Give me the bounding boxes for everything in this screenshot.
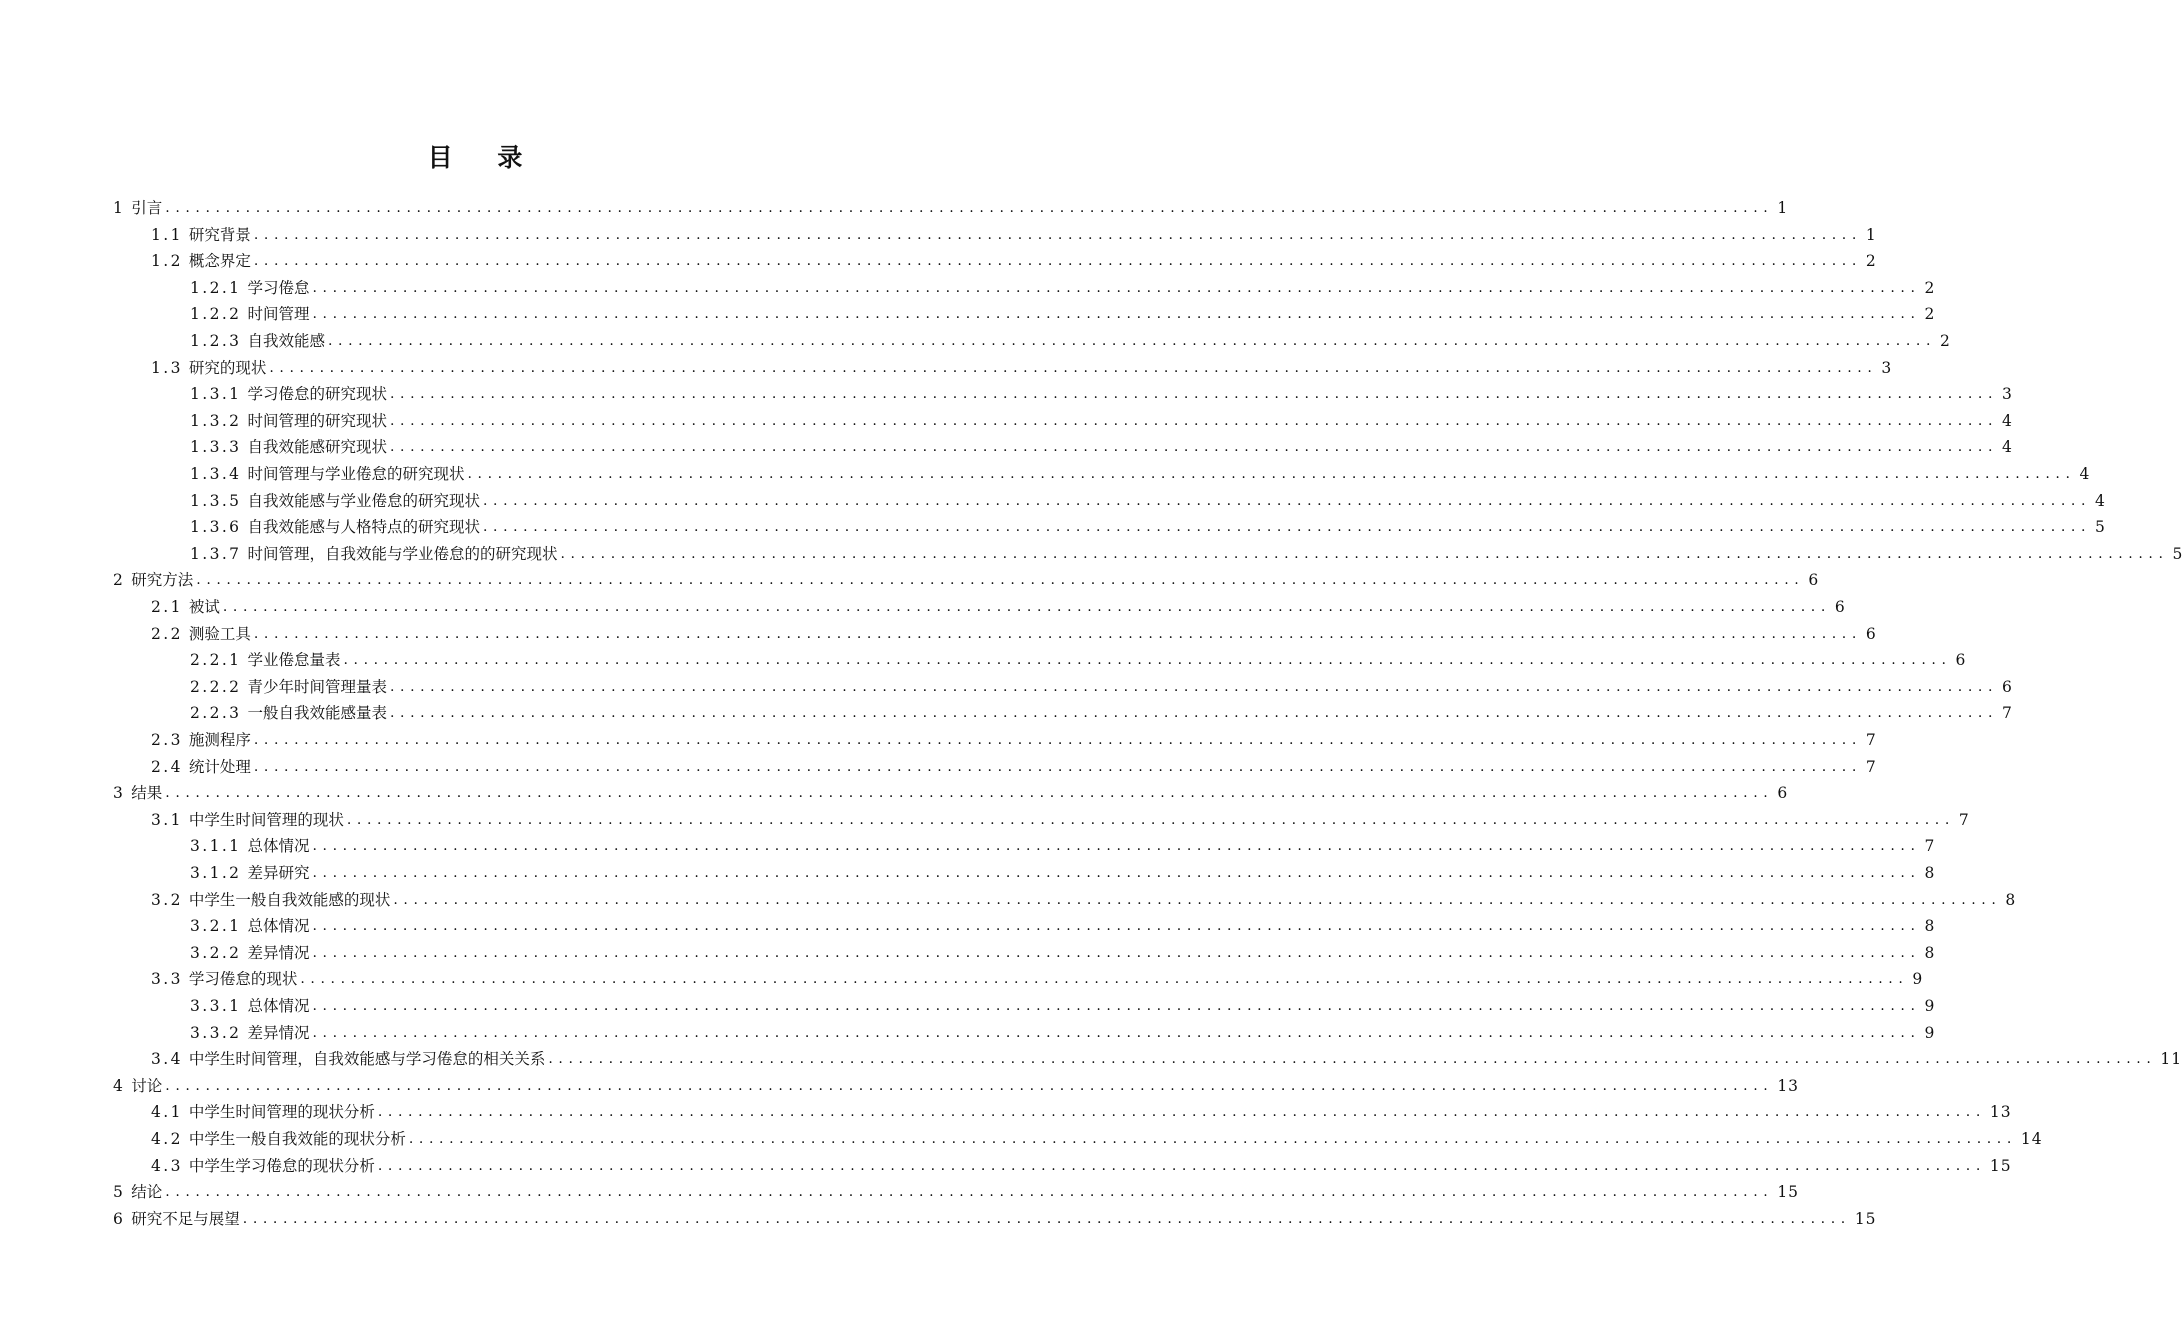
toc-page-number: 2: [1924, 305, 1936, 324]
toc-page-number: 2: [1940, 332, 1951, 350]
toc-entry[interactable]: [190, 381, 2013, 408]
toc-dot-leader: ................................................................................................................................................................: [327, 333, 1936, 349]
toc-entry-number: 1.3.5: [190, 491, 242, 510]
toc-entry-number: 4.3: [151, 1156, 183, 1175]
toc-entry[interactable]: [190, 913, 1936, 940]
toc-entry[interactable]: [151, 621, 1877, 648]
toc-entry[interactable]: [113, 780, 1789, 807]
toc-entry-number: 2.2: [151, 624, 183, 643]
toc-dot-leader: ................................................................................................................................................................: [165, 1184, 1774, 1201]
toc-entry[interactable]: [113, 1073, 1800, 1100]
toc-entry-title: 时间管理的研究现状: [247, 411, 387, 430]
toc-entry[interactable]: [151, 1099, 2012, 1126]
toc-dot-leader: ................................................................................................................................................................: [389, 412, 1998, 429]
toc-page-number: 9: [1924, 1023, 1936, 1042]
toc-page-number: 13: [1777, 1076, 1800, 1095]
toc-page-number: 13: [1989, 1103, 2012, 1122]
toc-entry[interactable]: [190, 1020, 1936, 1047]
toc-entry-number: 3.2.1: [190, 917, 242, 936]
toc-dot-leader: ................................................................................................................................................................: [467, 466, 2076, 482]
toc-entry-number: 1.3.2: [190, 411, 242, 430]
toc-entry[interactable]: [113, 1206, 1877, 1233]
toc-entry-title: 总体情况: [247, 837, 310, 856]
toc-page-number: 7: [2002, 704, 2013, 723]
toc-dot-leader: ................................................................................................................................................................: [312, 1024, 1921, 1041]
toc-dot-leader: ................................................................................................................................................................: [346, 811, 1955, 828]
toc-entry-title: 自我效能感与人格特点的研究现状: [247, 518, 480, 537]
toc-entry-number: 1.2: [151, 252, 183, 271]
toc-dot-leader: ................................................................................................................................................................: [312, 838, 1921, 855]
page-title: 目 录: [427, 143, 541, 172]
toc-dot-leader: ................................................................................................................................................................: [165, 1077, 1774, 1094]
toc-page-number: 14: [2020, 1130, 2043, 1148]
toc-entry[interactable]: [151, 754, 1877, 781]
toc-dot-leader: ................................................................................................................................................................: [312, 279, 1921, 296]
toc-page-number: 2: [1924, 278, 1936, 297]
toc-entry[interactable]: [190, 674, 2013, 701]
toc-entry-number: 1.1: [151, 225, 183, 244]
toc-entry-number: 1.2.1: [190, 278, 242, 297]
toc-entry[interactable]: [151, 594, 1846, 621]
toc-dot-leader: ................................................................................................................................................................: [312, 998, 1921, 1014]
toc-dot-leader: ................................................................................................................................................................: [312, 944, 1921, 961]
toc-entry[interactable]: [151, 727, 1877, 754]
toc-entry[interactable]: [190, 541, 2183, 568]
toc-dot-leader: ................................................................................................................................................................: [253, 253, 1862, 270]
toc-entry[interactable]: [151, 966, 1924, 993]
toc-dot-leader: ................................................................................................................................................................: [548, 1051, 2157, 1068]
toc-page-number: 15: [1777, 1183, 1800, 1202]
toc-page-number: 5: [2172, 544, 2183, 563]
toc-dot-leader: ................................................................................................................................................................: [343, 652, 1952, 669]
toc-dot-leader: ................................................................................................................................................................: [253, 226, 1862, 243]
toc-entry[interactable]: [151, 222, 1877, 249]
toc-page-number: 8: [1924, 917, 1936, 936]
toc-entry-title: 中学生时间管理的现状: [188, 810, 344, 829]
toc-entry-number: 3.3.1: [190, 997, 242, 1015]
toc-dot-leader: ................................................................................................................................................................: [377, 1104, 1986, 1121]
toc-entry-number: 2.2.1: [190, 651, 242, 670]
toc-dot-leader: ................................................................................................................................................................: [389, 439, 1998, 456]
toc-dot-leader: ................................................................................................................................................................: [389, 386, 1998, 403]
toc-entry-number: 4.2: [151, 1130, 183, 1148]
toc-entry-title: 差异研究: [247, 864, 310, 882]
toc-page-number: 6: [1808, 571, 1820, 590]
toc-page-number: 1: [1777, 199, 1789, 217]
toc-entry-title: 差异情况: [247, 943, 310, 962]
toc-entry[interactable]: [190, 461, 2091, 488]
toc-page-number: 6: [1834, 598, 1846, 616]
toc-entry-title: 中学生学习倦怠的现状分析: [188, 1156, 375, 1175]
toc-entry-title: 概念界定: [188, 252, 251, 271]
toc-entry-title: 自我效能感研究现状: [247, 438, 387, 457]
toc-dot-leader: ................................................................................................................................................................: [393, 891, 2002, 908]
toc-page-number: 8: [1924, 864, 1936, 882]
toc-entry[interactable]: [190, 275, 1936, 302]
toc-entry[interactable]: [113, 195, 1789, 222]
toc-entry-number: 4.1: [151, 1103, 183, 1122]
toc-entry-number: 1.2.2: [190, 305, 242, 324]
toc-entry-number: 2.3: [151, 731, 183, 749]
toc-entry-number: 3.1.2: [190, 864, 242, 882]
toc-dot-leader: ................................................................................................................................................................: [312, 306, 1921, 323]
toc-page-number: 3: [1881, 358, 1893, 377]
toc-entry-title: 学习倦怠: [247, 278, 310, 297]
toc-entry-number: 3.1: [151, 810, 183, 829]
toc-entry-title: 被试: [188, 598, 220, 616]
toc-page-number: 4: [2002, 438, 2013, 457]
toc-page-number: 3: [2002, 385, 2013, 404]
toc-entry-title: 时间管理: [247, 305, 310, 324]
toc-entry-title: 统计处理: [188, 757, 251, 776]
toc-entry[interactable]: [151, 248, 1877, 275]
toc-entry-title: 测验工具: [188, 624, 251, 643]
toc-entry-number: 3.4: [151, 1050, 183, 1069]
toc-entry-number: 3: [113, 784, 126, 803]
toc-entry-title: 研究背景: [188, 225, 251, 244]
toc-entry-title: 学习倦怠的现状: [188, 970, 298, 989]
toc-entry-title: 研究的现状: [188, 358, 267, 377]
toc-entry-title: 青少年时间管理量表: [247, 677, 387, 696]
toc-dot-leader: ................................................................................................................................................................: [312, 918, 1921, 935]
toc-dot-leader: ................................................................................................................................................................: [482, 519, 2091, 536]
toc-page-number: 5: [2095, 518, 2106, 537]
toc-page-number: 6: [2002, 677, 2013, 696]
toc-page-number: 6: [1777, 784, 1789, 803]
toc-page-number: 11: [2160, 1050, 2183, 1069]
toc-entry-title: 施测程序: [188, 731, 251, 749]
toc-entry-number: 1.3.4: [190, 465, 242, 483]
toc-entry[interactable]: [190, 328, 1951, 355]
toc-dot-leader: ................................................................................................................................................................: [222, 599, 1831, 615]
toc-entry-number: 1.3.1: [190, 385, 242, 404]
toc-entry[interactable]: [190, 408, 2013, 435]
toc-entry-number: 2.1: [151, 598, 183, 616]
toc-dot-leader: ................................................................................................................................................................: [389, 705, 1998, 722]
toc-entry[interactable]: [113, 567, 1820, 594]
toc-page-number: 7: [1958, 810, 1970, 829]
toc-page-number: 4: [2002, 411, 2013, 430]
toc-entry-number: 1.3: [151, 358, 183, 377]
toc-entry-number: 3.3.2: [190, 1023, 242, 1042]
toc-page-number: 7: [1865, 731, 1877, 749]
toc-page-number: 6: [1955, 651, 1967, 670]
toc-entry-number: 2.2.2: [190, 677, 242, 696]
toc-entry[interactable]: [151, 1126, 2043, 1153]
toc-entry[interactable]: [190, 647, 1967, 674]
toc-entry[interactable]: [190, 700, 2013, 727]
toc-entry-number: 1.2.3: [190, 332, 242, 350]
toc-entry-title: 结果: [131, 784, 163, 803]
toc-page-number: 7: [1924, 837, 1936, 856]
toc-page-number: 15: [1854, 1209, 1877, 1228]
toc-page-number: 6: [1865, 624, 1877, 643]
toc-dot-leader: ................................................................................................................................................................: [253, 625, 1862, 642]
toc-entry-number: 2.2.3: [190, 704, 242, 723]
toc-dot-leader: ................................................................................................................................................................: [560, 545, 2169, 562]
toc-entry-title: 研究方法: [131, 571, 194, 590]
toc-page-number: 9: [1912, 970, 1924, 989]
toc-entry-title: 中学生时间管理的现状分析: [188, 1103, 375, 1122]
toc-dot-leader: ................................................................................................................................................................: [165, 785, 1774, 802]
toc-entry-title: 自我效能感: [247, 332, 325, 350]
toc-entry-number: 3.2: [151, 890, 183, 909]
toc-dot-leader: ................................................................................................................................................................: [253, 732, 1862, 748]
toc-dot-leader: ................................................................................................................................................................: [242, 1210, 1851, 1227]
toc-entry[interactable]: [190, 514, 2106, 541]
toc-page-number: 7: [1865, 757, 1877, 776]
toc-entry[interactable]: [190, 993, 1936, 1020]
toc-entry-title: 中学生一般自我效能的现状分析: [188, 1130, 406, 1148]
toc-entry-title: 研究不足与展望: [131, 1209, 240, 1228]
toc-page-number: 2: [1865, 252, 1877, 271]
toc-entry-number: 2: [113, 571, 126, 590]
toc-dot-leader: ................................................................................................................................................................: [377, 1157, 1986, 1174]
toc-page-number: 8: [2005, 890, 2017, 909]
toc-entry-number: 2.4: [151, 757, 183, 776]
toc-entry-title: 时间管理与学业倦怠的研究现状: [247, 465, 465, 483]
toc-entry[interactable]: [151, 1046, 2183, 1073]
toc-entry-number: 1.3.3: [190, 438, 242, 457]
toc-entry-number: 4: [113, 1076, 126, 1095]
toc-entry[interactable]: [190, 301, 1936, 328]
toc-dot-leader: ................................................................................................................................................................: [196, 572, 1805, 589]
toc-entry-title: 学业倦怠量表: [247, 651, 341, 670]
toc-page-number: 1: [1865, 225, 1877, 244]
toc-dot-leader: ................................................................................................................................................................: [300, 971, 1909, 988]
toc-entry-title: 时间管理，自我效能与学业倦怠的的研究现状: [247, 544, 558, 563]
toc-entry-number: 5: [113, 1183, 126, 1202]
toc-entry-title: 中学生时间管理，自我效能感与学习倦怠的相关关系: [188, 1050, 546, 1069]
toc-entry[interactable]: [113, 1179, 1800, 1206]
toc-entry[interactable]: [190, 434, 2013, 461]
toc-entry-title: 总体情况: [247, 997, 310, 1015]
toc-entry-number: 1: [113, 199, 126, 217]
toc-entry[interactable]: [151, 807, 1970, 834]
toc-entry[interactable]: [151, 1153, 2012, 1180]
toc-entry-title: 引言: [131, 199, 163, 217]
toc-dot-leader: ................................................................................................................................................................: [253, 758, 1862, 775]
toc-page-number: 9: [1924, 997, 1936, 1015]
toc-entry-number: 3.1.1: [190, 837, 242, 856]
toc-entry-title: 讨论: [131, 1076, 163, 1095]
toc-entry-title: 学习倦怠的研究现状: [247, 385, 387, 404]
toc-entry[interactable]: [190, 940, 1936, 967]
toc-entry-title: 总体情况: [247, 917, 310, 936]
toc-entry-number: 1.3.6: [190, 518, 242, 537]
toc-entry-title: 中学生一般自我效能感的现状: [188, 890, 391, 909]
toc-entry-title: 自我效能感与学业倦怠的研究现状: [247, 491, 480, 510]
toc-dot-leader: ................................................................................................................................................................: [165, 200, 1774, 216]
toc-entry-number: 6: [113, 1209, 126, 1228]
toc-entry-title: 差异情况: [247, 1023, 310, 1042]
toc-dot-leader: ................................................................................................................................................................: [482, 492, 2091, 509]
toc-entry[interactable]: [190, 860, 1936, 887]
toc-entry-number: 1.3.7: [190, 544, 242, 563]
toc-page-number: 4: [2095, 491, 2106, 510]
toc-dot-leader: ................................................................................................................................................................: [408, 1131, 2017, 1147]
toc-entry[interactable]: [151, 355, 1893, 382]
toc-entry-title: 结论: [131, 1183, 163, 1202]
toc-dot-leader: ................................................................................................................................................................: [269, 359, 1878, 376]
toc-entry[interactable]: [190, 833, 1936, 860]
toc-dot-leader: ................................................................................................................................................................: [312, 865, 1921, 881]
toc-entry-title: 一般自我效能感量表: [247, 704, 387, 723]
toc-entry-number: 3.3: [151, 970, 183, 989]
toc-entry[interactable]: [190, 488, 2106, 515]
toc-page-number: 8: [1924, 943, 1936, 962]
toc-dot-leader: ................................................................................................................................................................: [389, 678, 1998, 695]
toc-page-number: 4: [2079, 465, 2091, 483]
toc-entry-number: 3.2.2: [190, 943, 242, 962]
toc-entry[interactable]: [151, 887, 2017, 914]
toc-page-number: 15: [1989, 1156, 2012, 1175]
